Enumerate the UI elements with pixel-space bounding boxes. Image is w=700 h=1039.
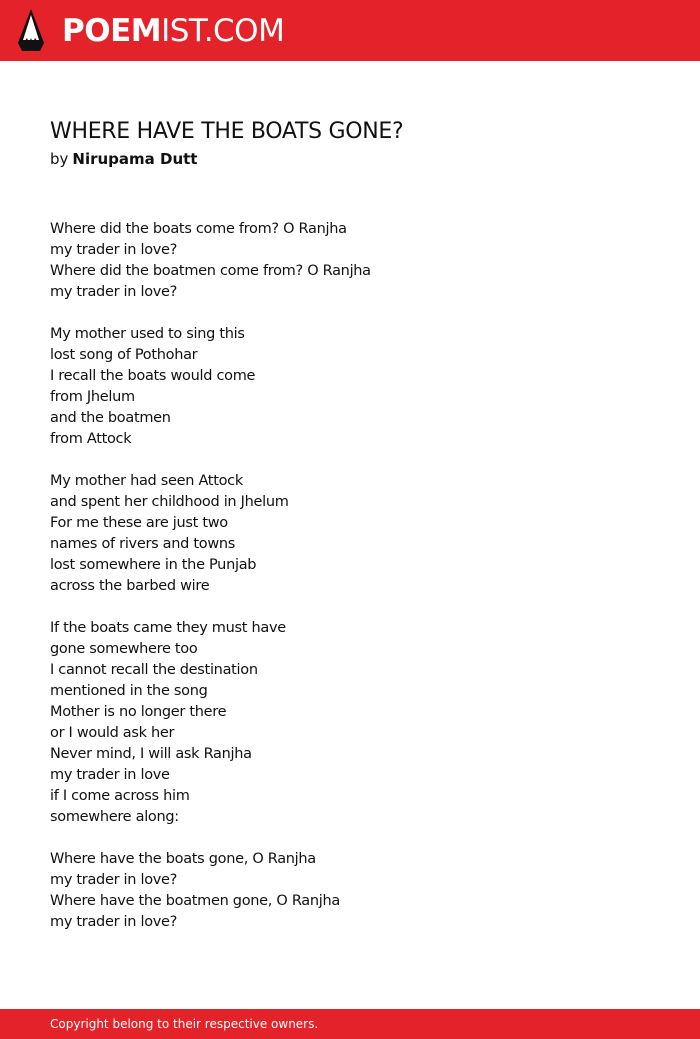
poem-line: gone somewhere too [50,641,198,657]
poem-line: Where have the boats gone, O Ranjha [50,851,316,867]
poem-line: my trader in love? [50,242,178,258]
poem-line: mentioned in the song [50,683,208,699]
site-footer [0,1009,700,1039]
poem-line: my trader in love? [50,914,178,930]
poem-line: Mother is no longer there [50,704,227,720]
stanza [50,618,650,828]
poem-line: Never mind, I will ask Ranjha [50,746,252,762]
poem-body [50,219,650,954]
poem-line: If the boats came they must have [50,620,286,636]
copyright-text: Copyright belong to their respective owners. [50,1017,319,1031]
poem-line: I recall the boats would come [50,368,256,384]
site-logo[interactable] [62,11,284,51]
author-name: Nirupama Dutt [72,150,198,168]
stanza [50,219,650,303]
poem-line: lost somewhere in the Punjab [50,557,257,573]
poem-line: across the barbed wire [50,578,210,594]
poem-line: I cannot recall the destination [50,662,258,678]
poem-line: and the boatmen [50,410,171,426]
poem-line: my trader in love? [50,284,178,300]
poem-line: Where did the boats come from? O Ranjha [50,221,347,237]
poem-line: For me these are just two [50,515,228,531]
stanza [50,849,650,933]
byline [50,149,197,169]
by-label: by [50,150,69,168]
poem-line: if I come across him [50,788,190,804]
poem-title: WHERE HAVE THE BOATS GONE? [50,119,404,144]
poem-line: my trader in love? [50,872,178,888]
poem-line: lost song of Pothohar [50,347,198,363]
stanza [50,324,650,450]
poem-line: Where did the boatmen come from? O Ranjha [50,263,371,279]
logo-bold-text: POEM [62,13,162,49]
poem-line: names of rivers and towns [50,536,236,552]
pencil-icon[interactable] [17,9,45,53]
poem-line: from Jhelum [50,389,135,405]
stanza [50,471,650,597]
site-header [0,0,700,61]
poem-line: my trader in love [50,767,170,783]
poem-line: or I would ask her [50,725,175,741]
poem-line: somewhere along: [50,809,179,825]
poem-line: and spent her childhood in Jhelum [50,494,289,510]
poem-line: from Attock [50,431,132,447]
poem-line: My mother had seen Attock [50,473,243,489]
poem-line: My mother used to sing this [50,326,245,342]
logo-light-text: IST.COM [161,13,285,49]
poem-line: Where have the boatmen gone, O Ranjha [50,893,340,909]
